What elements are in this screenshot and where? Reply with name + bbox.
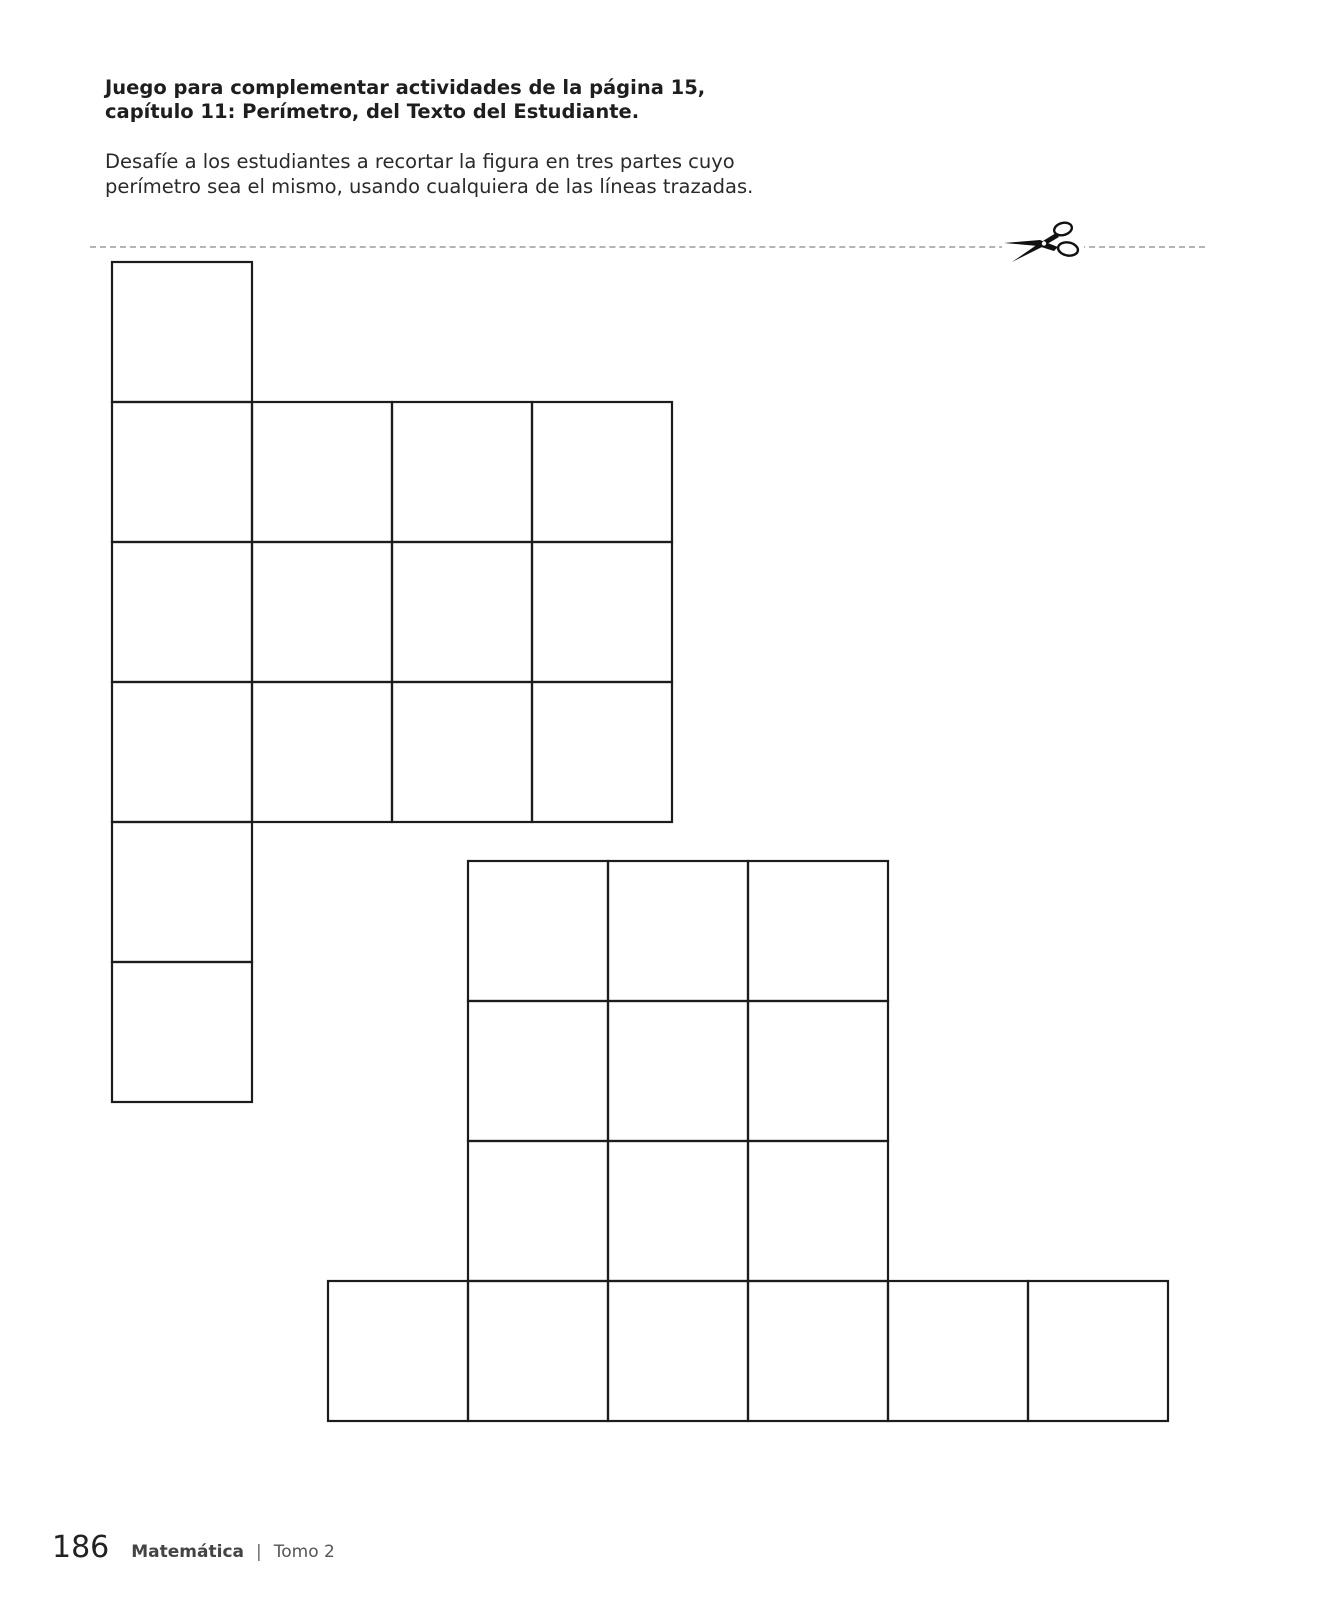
page-footer — [52, 1530, 335, 1570]
grid-square — [748, 861, 888, 1001]
instructions-line-1: Desafíe a los estudiantes a recortar la figura en tres partes cuyo — [105, 150, 735, 173]
grid-square — [392, 402, 532, 542]
grid-square — [112, 962, 252, 1102]
grid-square — [392, 682, 532, 822]
grid-square — [748, 1141, 888, 1281]
grid-square — [608, 861, 748, 1001]
grid-square — [112, 542, 252, 682]
book-subject: Matemática — [131, 1542, 244, 1562]
grid-square — [392, 542, 532, 682]
activity-heading-line-2: capítulo 11: Perímetro, del Texto del Estudiante. — [105, 100, 640, 123]
grid-square — [252, 402, 392, 542]
grid-square — [468, 1001, 608, 1141]
page-number: 186 — [52, 1530, 110, 1565]
grid-square — [532, 402, 672, 542]
grid-square — [532, 542, 672, 682]
footer-separator: | — [256, 1542, 262, 1562]
grid-square — [112, 262, 252, 402]
grid-square — [328, 1281, 468, 1421]
grid-square — [468, 1141, 608, 1281]
grid-square — [748, 1281, 888, 1421]
grid-square — [608, 1001, 748, 1141]
grid-square — [112, 402, 252, 542]
grid-square — [1028, 1281, 1168, 1421]
grid-square — [112, 822, 252, 962]
grid-square — [888, 1281, 1028, 1421]
book-volume: Tomo 2 — [273, 1542, 335, 1562]
figure-upper-left — [112, 262, 672, 1102]
grid-square — [468, 1281, 608, 1421]
grid-square — [608, 1141, 748, 1281]
grid-square — [748, 1001, 888, 1141]
activity-heading-line-1: Juego para complementar actividades de la página 15, — [105, 76, 706, 99]
instructions-line-2: perímetro sea el mismo, usando cualquiera de las líneas trazadas. — [105, 175, 754, 198]
grid-square — [252, 682, 392, 822]
grid-square — [608, 1281, 748, 1421]
figure-lower-right — [328, 861, 1168, 1421]
grid-square — [252, 542, 392, 682]
grid-square — [532, 682, 672, 822]
grid-square — [468, 861, 608, 1001]
grid-square — [112, 682, 252, 822]
